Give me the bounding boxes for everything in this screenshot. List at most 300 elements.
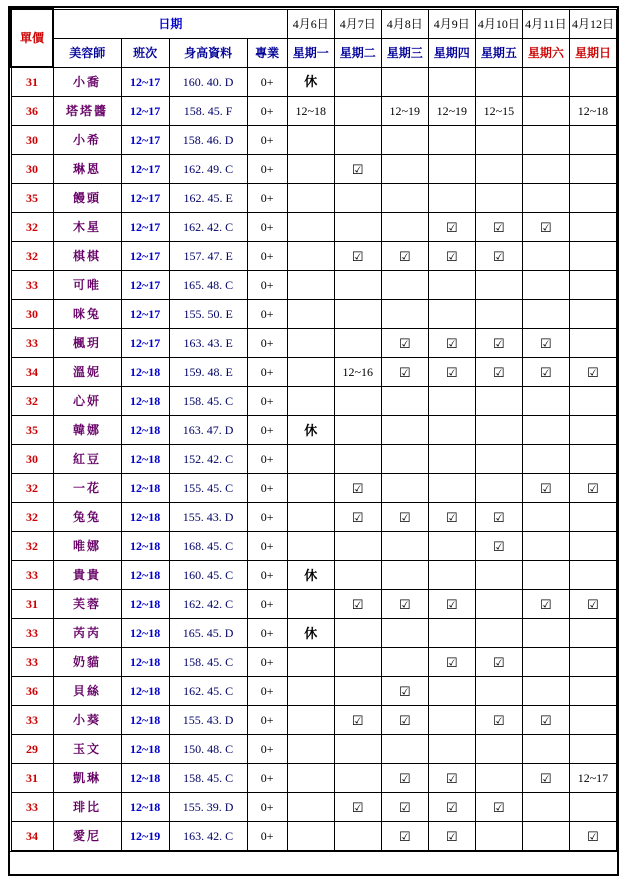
header-date-5: 4月11日 — [522, 9, 569, 38]
cell-price: 30 — [11, 126, 53, 155]
checkbox-checked-icon[interactable]: ☑ — [587, 596, 599, 612]
checkbox-checked-icon[interactable]: ☑ — [540, 770, 552, 786]
cell-day-3[interactable] — [428, 532, 475, 561]
cell-shift: 12~17 — [121, 67, 169, 97]
cell-day-1[interactable] — [334, 445, 381, 474]
cell-day-3[interactable] — [428, 822, 475, 851]
cell-day-1[interactable] — [334, 213, 381, 242]
cell-day-3[interactable] — [428, 97, 475, 126]
cell-day-5[interactable] — [522, 590, 569, 619]
cell-day-3[interactable] — [428, 184, 475, 213]
cell-day-1[interactable] — [334, 358, 381, 387]
cell-specialty: 0+ — [247, 387, 287, 416]
cell-day-4[interactable] — [475, 387, 522, 416]
checkbox-checked-icon[interactable]: ☑ — [540, 335, 552, 351]
cell-day-6[interactable] — [569, 532, 616, 561]
cell-day-6[interactable] — [569, 619, 616, 648]
cell-day-5[interactable] — [522, 764, 569, 793]
cell-day-2[interactable] — [381, 677, 428, 706]
cell-day-3[interactable] — [428, 619, 475, 648]
cell-day-5[interactable] — [522, 184, 569, 213]
checkbox-checked-icon[interactable]: ☑ — [445, 219, 458, 235]
cell-day-2[interactable] — [381, 97, 428, 126]
cell-day-0[interactable] — [287, 822, 334, 851]
cell-beautician-name: 塔塔醬 — [53, 97, 121, 126]
cell-profile: 158. 45. C — [169, 764, 247, 793]
cell-profile: 162. 42. C — [169, 213, 247, 242]
cell-day-0[interactable] — [287, 706, 334, 735]
table-row — [11, 793, 617, 822]
cell-day-3[interactable] — [428, 590, 475, 619]
checkbox-checked-icon[interactable]: ☑ — [445, 654, 458, 670]
cell-day-2[interactable] — [381, 271, 428, 300]
cell-day-0[interactable] — [287, 126, 334, 155]
cell-day-5[interactable] — [522, 445, 569, 474]
checkbox-checked-icon[interactable]: ☑ — [398, 712, 411, 728]
cell-day-0[interactable] — [287, 648, 334, 677]
cell-day-2[interactable] — [381, 387, 428, 416]
cell-day-3[interactable] — [428, 387, 475, 416]
cell-day-4[interactable] — [475, 474, 522, 503]
checkbox-checked-icon[interactable]: ☑ — [540, 712, 552, 728]
cell-profile: 155. 43. D — [169, 706, 247, 735]
cell-beautician-name: 小葵 — [53, 706, 121, 735]
checkbox-checked-icon[interactable]: ☑ — [493, 799, 505, 815]
cell-shift: 12~18 — [121, 648, 169, 677]
cell-day-4[interactable] — [475, 793, 522, 822]
rest-marker: 休 — [304, 625, 318, 641]
cell-day-1[interactable] — [334, 416, 381, 445]
cell-day-4[interactable] — [475, 648, 522, 677]
checkbox-checked-icon[interactable]: ☑ — [445, 770, 458, 786]
checkbox-checked-icon[interactable]: ☑ — [398, 799, 411, 815]
cell-day-3[interactable] — [428, 300, 475, 329]
cell-day-6[interactable] — [569, 97, 616, 126]
cell-day-4[interactable] — [475, 445, 522, 474]
cell-specialty: 0+ — [247, 590, 287, 619]
cell-beautician-name: 唯娜 — [53, 532, 121, 561]
cell-day-0[interactable] — [287, 184, 334, 213]
cell-day-5[interactable] — [522, 416, 569, 445]
cell-day-4[interactable] — [475, 213, 522, 242]
cell-day-6[interactable] — [569, 764, 616, 793]
cell-day-1[interactable] — [334, 532, 381, 561]
cell-day-2[interactable] — [381, 561, 428, 590]
cell-beautician-name: 貴貴 — [53, 561, 121, 590]
cell-day-5[interactable] — [522, 822, 569, 851]
cell-day-5[interactable] — [522, 706, 569, 735]
cell-day-1[interactable] — [334, 764, 381, 793]
header-date-title: 日期 — [53, 9, 287, 38]
cell-day-3[interactable] — [428, 677, 475, 706]
cell-day-1[interactable] — [334, 474, 381, 503]
cell-day-4[interactable] — [475, 764, 522, 793]
checkbox-checked-icon[interactable]: ☑ — [540, 364, 552, 380]
cell-shift: 12~17 — [121, 271, 169, 300]
cell-day-5[interactable] — [522, 735, 569, 764]
checkbox-checked-icon[interactable]: ☑ — [398, 828, 411, 844]
cell-day-6[interactable] — [569, 184, 616, 213]
cell-day-0[interactable] — [287, 793, 334, 822]
cell-day-4[interactable] — [475, 300, 522, 329]
checkbox-checked-icon[interactable]: ☑ — [587, 480, 599, 496]
cell-day-1[interactable] — [334, 97, 381, 126]
checkbox-checked-icon[interactable]: ☑ — [540, 219, 552, 235]
checkbox-checked-icon[interactable]: ☑ — [540, 596, 552, 612]
cell-day-4[interactable] — [475, 126, 522, 155]
checkbox-checked-icon[interactable]: ☑ — [351, 799, 364, 815]
cell-day-0[interactable] — [287, 474, 334, 503]
cell-day-2[interactable] — [381, 735, 428, 764]
cell-day-0[interactable] — [287, 97, 334, 126]
cell-day-2[interactable] — [381, 793, 428, 822]
cell-beautician-name: 琳恩 — [53, 155, 121, 184]
header-date-6: 4月12日 — [569, 9, 616, 38]
table-row — [11, 474, 617, 503]
checkbox-checked-icon[interactable]: ☑ — [398, 335, 411, 351]
cell-day-4[interactable] — [475, 619, 522, 648]
cell-day-1[interactable] — [334, 793, 381, 822]
cell-day-4[interactable] — [475, 329, 522, 358]
cell-day-1[interactable] — [334, 184, 381, 213]
cell-profile: 168. 45. C — [169, 532, 247, 561]
checkbox-checked-icon[interactable]: ☑ — [587, 828, 599, 844]
cell-day-1[interactable] — [334, 67, 381, 97]
cell-day-3[interactable] — [428, 561, 475, 590]
cell-day-4[interactable] — [475, 271, 522, 300]
cell-day-4[interactable] — [475, 590, 522, 619]
cell-day-1[interactable] — [334, 677, 381, 706]
cell-day-3[interactable] — [428, 271, 475, 300]
cell-day-3[interactable] — [428, 67, 475, 97]
cell-price: 31 — [11, 590, 53, 619]
cell-day-3[interactable] — [428, 764, 475, 793]
cell-day-1[interactable] — [334, 300, 381, 329]
cell-day-4[interactable] — [475, 503, 522, 532]
checkbox-checked-icon[interactable]: ☑ — [493, 509, 505, 525]
cell-profile: 157. 47. E — [169, 242, 247, 271]
cell-day-4[interactable] — [475, 97, 522, 126]
cell-day-0[interactable] — [287, 329, 334, 358]
cell-day-1[interactable] — [334, 387, 381, 416]
cell-price: 36 — [11, 677, 53, 706]
cell-day-3[interactable] — [428, 474, 475, 503]
cell-day-4[interactable] — [475, 822, 522, 851]
cell-day-6[interactable] — [569, 155, 616, 184]
cell-day-4[interactable] — [475, 706, 522, 735]
cell-day-6[interactable] — [569, 648, 616, 677]
cell-day-4[interactable] — [475, 184, 522, 213]
cell-day-0[interactable] — [287, 416, 334, 445]
checkbox-checked-icon[interactable]: ☑ — [445, 596, 458, 612]
cell-specialty: 0+ — [247, 126, 287, 155]
checkbox-checked-icon[interactable]: ☑ — [493, 219, 505, 235]
cell-specialty: 0+ — [247, 271, 287, 300]
cell-specialty: 0+ — [247, 735, 287, 764]
cell-day-6[interactable] — [569, 300, 616, 329]
cell-price: 35 — [11, 184, 53, 213]
cell-day-3[interactable] — [428, 706, 475, 735]
checkbox-checked-icon[interactable]: ☑ — [493, 364, 505, 380]
cell-day-1[interactable] — [334, 590, 381, 619]
cell-day-0[interactable] — [287, 561, 334, 590]
cell-day-5[interactable] — [522, 358, 569, 387]
cell-day-4[interactable] — [475, 677, 522, 706]
checkbox-checked-icon[interactable]: ☑ — [351, 509, 364, 525]
cell-day-3[interactable] — [428, 213, 475, 242]
cell-day-4[interactable] — [475, 358, 522, 387]
cell-day-1[interactable] — [334, 242, 381, 271]
cell-day-2[interactable] — [381, 706, 428, 735]
cell-day-5[interactable] — [522, 503, 569, 532]
cell-day-2[interactable] — [381, 822, 428, 851]
checkbox-checked-icon[interactable]: ☑ — [351, 712, 364, 728]
cell-day-4[interactable] — [475, 561, 522, 590]
cell-day-5[interactable] — [522, 242, 569, 271]
cell-day-1[interactable] — [334, 329, 381, 358]
cell-beautician-name: 棋棋 — [53, 242, 121, 271]
cell-specialty: 0+ — [247, 503, 287, 532]
checkbox-checked-icon[interactable]: ☑ — [398, 509, 411, 525]
cell-beautician-name: 小希 — [53, 126, 121, 155]
cell-day-6[interactable] — [569, 271, 616, 300]
cell-day-1[interactable] — [334, 271, 381, 300]
cell-day-0[interactable] — [287, 677, 334, 706]
cell-day-5[interactable] — [522, 67, 569, 97]
cell-day-2[interactable] — [381, 590, 428, 619]
cell-specialty: 0+ — [247, 474, 287, 503]
cell-day-3[interactable] — [428, 329, 475, 358]
checkbox-checked-icon[interactable]: ☑ — [445, 335, 458, 351]
cell-day-6[interactable] — [569, 503, 616, 532]
checkbox-checked-icon[interactable]: ☑ — [493, 654, 505, 670]
cell-day-0[interactable] — [287, 764, 334, 793]
cell-specialty: 0+ — [247, 300, 287, 329]
cell-day-2[interactable] — [381, 619, 428, 648]
checkbox-checked-icon[interactable]: ☑ — [445, 248, 458, 264]
cell-day-3[interactable] — [428, 155, 475, 184]
cell-day-6[interactable] — [569, 242, 616, 271]
cell-day-2[interactable] — [381, 300, 428, 329]
cell-day-1[interactable] — [334, 706, 381, 735]
checkbox-checked-icon[interactable]: ☑ — [445, 364, 458, 380]
cell-profile: 158. 46. D — [169, 126, 247, 155]
cell-day-2[interactable] — [381, 764, 428, 793]
cell-price: 32 — [11, 387, 53, 416]
cell-day-4[interactable] — [475, 532, 522, 561]
cell-day-6[interactable] — [569, 445, 616, 474]
cell-day-6[interactable] — [569, 67, 616, 97]
checkbox-checked-icon[interactable]: ☑ — [445, 799, 458, 815]
cell-day-6[interactable] — [569, 474, 616, 503]
checkbox-checked-icon[interactable]: ☑ — [351, 596, 364, 612]
checkbox-checked-icon[interactable]: ☑ — [493, 538, 505, 554]
cell-day-3[interactable] — [428, 648, 475, 677]
cell-specialty: 0+ — [247, 822, 287, 851]
cell-day-5[interactable] — [522, 387, 569, 416]
cell-day-1[interactable] — [334, 561, 381, 590]
empty-area — [10, 851, 617, 852]
cell-day-6[interactable] — [569, 590, 616, 619]
cell-day-0[interactable] — [287, 213, 334, 242]
checkbox-checked-icon[interactable]: ☑ — [351, 161, 364, 177]
table-row — [11, 242, 617, 271]
cell-day-5[interactable] — [522, 126, 569, 155]
cell-day-5[interactable] — [522, 97, 569, 126]
cell-day-2[interactable] — [381, 445, 428, 474]
cell-day-4[interactable] — [475, 155, 522, 184]
cell-day-5[interactable] — [522, 648, 569, 677]
cell-day-0[interactable] — [287, 532, 334, 561]
cell-price: 33 — [11, 793, 53, 822]
checkbox-checked-icon[interactable]: ☑ — [493, 335, 505, 351]
cell-shift: 12~18 — [121, 387, 169, 416]
cell-day-2[interactable] — [381, 126, 428, 155]
checkbox-checked-icon[interactable]: ☑ — [493, 712, 505, 728]
checkbox-checked-icon[interactable]: ☑ — [398, 770, 411, 786]
checkbox-checked-icon[interactable]: ☑ — [398, 596, 411, 612]
cell-day-2[interactable] — [381, 155, 428, 184]
cell-beautician-name: 芙蓉 — [53, 590, 121, 619]
checkbox-checked-icon[interactable]: ☑ — [351, 480, 364, 496]
cell-day-4[interactable] — [475, 242, 522, 271]
cell-day-4[interactable] — [475, 735, 522, 764]
time-range-text: 12~19 — [389, 104, 421, 118]
cell-day-6[interactable] — [569, 126, 616, 155]
cell-day-0[interactable] — [287, 735, 334, 764]
cell-day-5[interactable] — [522, 155, 569, 184]
cell-day-6[interactable] — [569, 387, 616, 416]
cell-day-2[interactable] — [381, 474, 428, 503]
cell-day-6[interactable] — [569, 793, 616, 822]
checkbox-checked-icon[interactable]: ☑ — [398, 248, 411, 264]
cell-profile: 155. 39. D — [169, 793, 247, 822]
checkbox-checked-icon[interactable]: ☑ — [398, 364, 411, 380]
cell-beautician-name: 饅頭 — [53, 184, 121, 213]
cell-day-2[interactable] — [381, 329, 428, 358]
cell-day-0[interactable] — [287, 358, 334, 387]
cell-profile: 158. 45. C — [169, 648, 247, 677]
cell-day-5[interactable] — [522, 793, 569, 822]
cell-day-1[interactable] — [334, 155, 381, 184]
cell-day-1[interactable] — [334, 619, 381, 648]
cell-day-5[interactable] — [522, 271, 569, 300]
checkbox-checked-icon[interactable]: ☑ — [445, 509, 458, 525]
cell-day-3[interactable] — [428, 358, 475, 387]
cell-day-3[interactable] — [428, 445, 475, 474]
checkbox-checked-icon[interactable]: ☑ — [351, 248, 364, 264]
cell-price: 32 — [11, 532, 53, 561]
cell-day-3[interactable] — [428, 416, 475, 445]
cell-day-3[interactable] — [428, 735, 475, 764]
cell-day-3[interactable] — [428, 793, 475, 822]
cell-beautician-name: 凱琳 — [53, 764, 121, 793]
cell-day-0[interactable] — [287, 155, 334, 184]
cell-day-0[interactable] — [287, 67, 334, 97]
cell-day-1[interactable] — [334, 503, 381, 532]
cell-day-3[interactable] — [428, 242, 475, 271]
cell-day-1[interactable] — [334, 735, 381, 764]
cell-day-2[interactable] — [381, 648, 428, 677]
cell-day-2[interactable] — [381, 67, 428, 97]
cell-day-2[interactable] — [381, 532, 428, 561]
cell-day-2[interactable] — [381, 184, 428, 213]
cell-day-6[interactable] — [569, 416, 616, 445]
table-row — [11, 445, 617, 474]
cell-day-0[interactable] — [287, 445, 334, 474]
cell-profile: 163. 47. D — [169, 416, 247, 445]
cell-day-1[interactable] — [334, 822, 381, 851]
cell-price: 31 — [11, 764, 53, 793]
cell-day-4[interactable] — [475, 67, 522, 97]
cell-day-5[interactable] — [522, 619, 569, 648]
cell-day-0[interactable] — [287, 300, 334, 329]
cell-day-6[interactable] — [569, 677, 616, 706]
cell-day-3[interactable] — [428, 503, 475, 532]
cell-beautician-name: 芮芮 — [53, 619, 121, 648]
cell-day-6[interactable] — [569, 822, 616, 851]
cell-day-0[interactable] — [287, 242, 334, 271]
cell-day-2[interactable] — [381, 213, 428, 242]
cell-day-3[interactable] — [428, 126, 475, 155]
cell-day-2[interactable] — [381, 503, 428, 532]
checkbox-checked-icon[interactable]: ☑ — [445, 828, 458, 844]
cell-day-5[interactable] — [522, 561, 569, 590]
cell-day-2[interactable] — [381, 242, 428, 271]
table-row — [11, 67, 617, 97]
cell-day-2[interactable] — [381, 416, 428, 445]
checkbox-checked-icon[interactable]: ☑ — [540, 480, 552, 496]
cell-specialty: 0+ — [247, 155, 287, 184]
cell-day-5[interactable] — [522, 474, 569, 503]
checkbox-checked-icon[interactable]: ☑ — [398, 683, 411, 699]
cell-day-0[interactable] — [287, 271, 334, 300]
cell-day-0[interactable] — [287, 387, 334, 416]
cell-day-6[interactable] — [569, 706, 616, 735]
header-weekday-1: 星期二 — [334, 38, 381, 67]
cell-day-6[interactable] — [569, 329, 616, 358]
checkbox-checked-icon[interactable]: ☑ — [493, 248, 505, 264]
cell-day-6[interactable] — [569, 358, 616, 387]
cell-day-6[interactable] — [569, 561, 616, 590]
cell-price: 30 — [11, 155, 53, 184]
cell-price: 33 — [11, 329, 53, 358]
cell-price: 32 — [11, 503, 53, 532]
cell-price: 33 — [11, 619, 53, 648]
cell-day-5[interactable] — [522, 677, 569, 706]
cell-day-0[interactable] — [287, 590, 334, 619]
cell-specialty: 0+ — [247, 532, 287, 561]
cell-day-5[interactable] — [522, 329, 569, 358]
cell-day-5[interactable] — [522, 532, 569, 561]
cell-day-1[interactable] — [334, 648, 381, 677]
cell-day-4[interactable] — [475, 416, 522, 445]
cell-price: 32 — [11, 474, 53, 503]
cell-shift: 12~17 — [121, 184, 169, 213]
cell-day-5[interactable] — [522, 300, 569, 329]
cell-day-0[interactable] — [287, 503, 334, 532]
cell-day-2[interactable] — [381, 358, 428, 387]
cell-shift: 12~18 — [121, 561, 169, 590]
cell-day-6[interactable] — [569, 735, 616, 764]
cell-day-6[interactable] — [569, 213, 616, 242]
cell-beautician-name: 琲比 — [53, 793, 121, 822]
cell-day-1[interactable] — [334, 126, 381, 155]
cell-day-0[interactable] — [287, 619, 334, 648]
cell-day-5[interactable] — [522, 213, 569, 242]
cell-profile: 162. 45. C — [169, 677, 247, 706]
checkbox-checked-icon[interactable]: ☑ — [587, 364, 599, 380]
